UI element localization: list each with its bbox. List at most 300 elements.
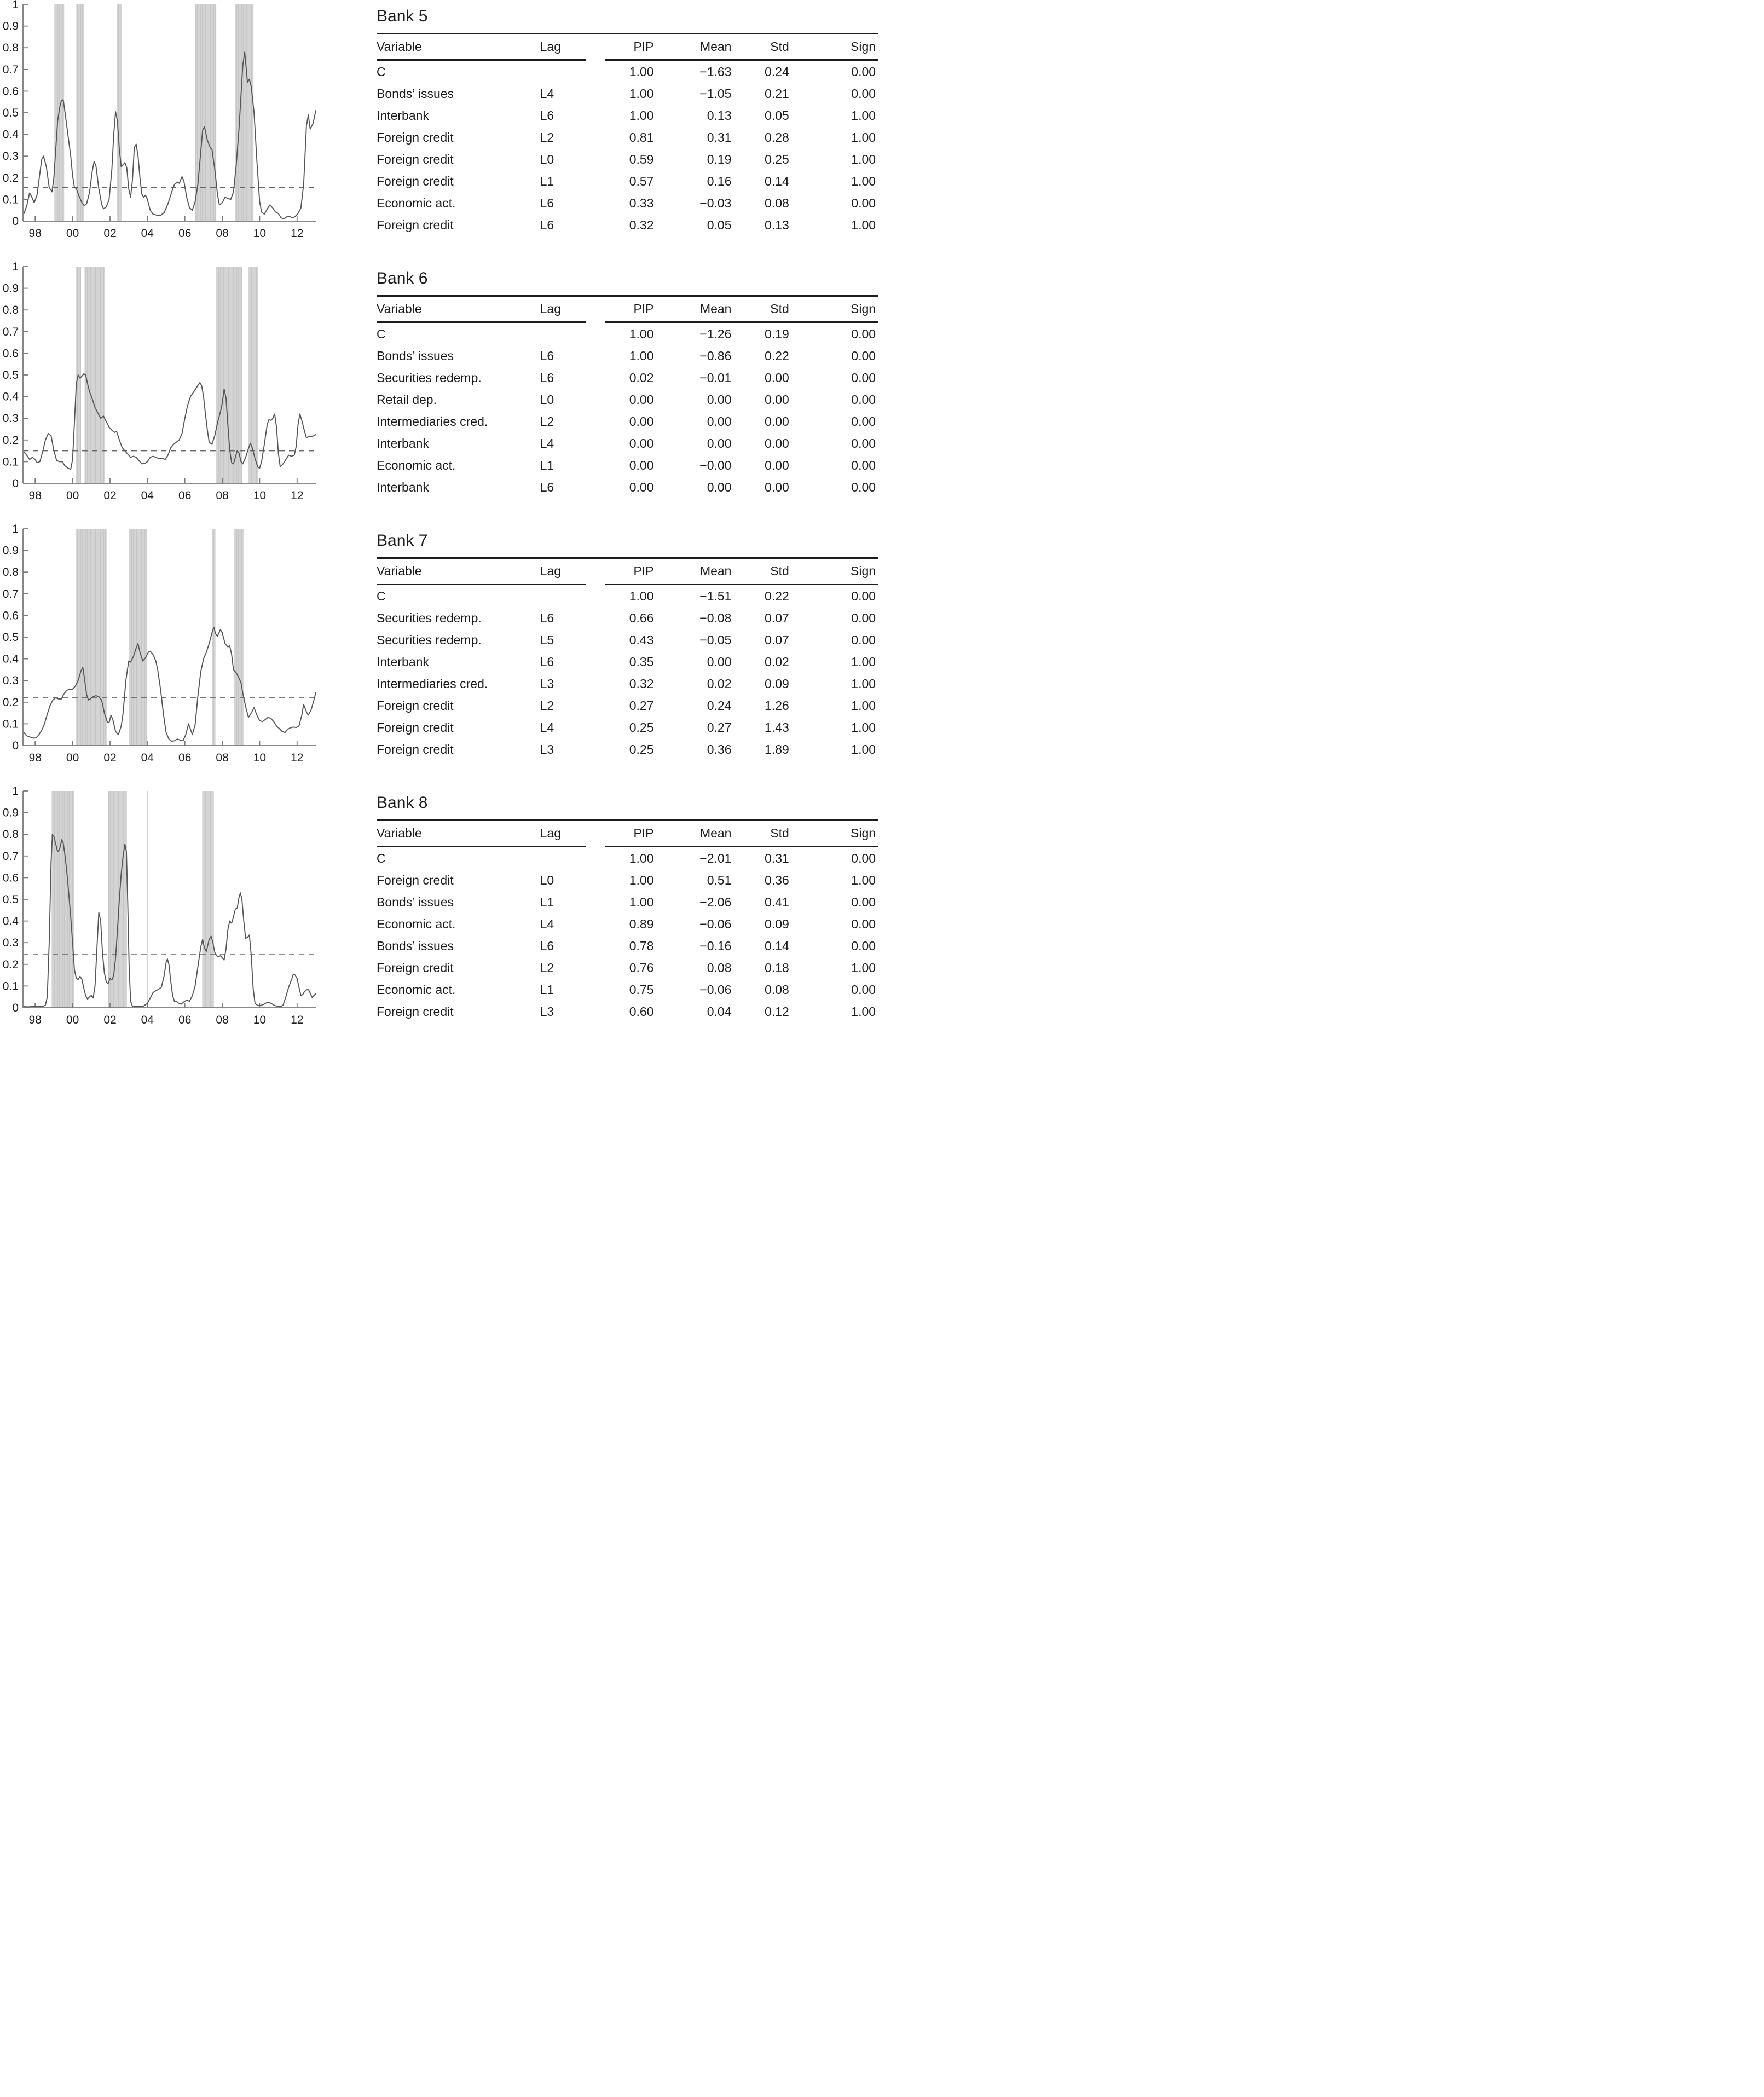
lag-cell: L1 (540, 458, 554, 472)
stats-table (377, 787, 878, 1022)
pip-cell: 0.78 (629, 939, 654, 953)
x-tick-label: 08 (216, 489, 229, 502)
table-header-row (377, 297, 878, 321)
chart-area (0, 787, 331, 1030)
column-gap (586, 476, 605, 498)
lag-cell: L1 (540, 983, 554, 997)
y-tick-label: 1 (12, 787, 19, 798)
pip-cell: 1.00 (629, 873, 654, 887)
column-gap (586, 323, 605, 345)
mean-cell: −2.01 (699, 851, 732, 865)
recession-band (212, 529, 216, 746)
pip-cell: 0.02 (629, 371, 654, 385)
lag-cell: L6 (540, 939, 554, 953)
mean-cell: −0.08 (699, 611, 732, 625)
col-header-lag: Lag (540, 564, 561, 578)
std-cell: 0.00 (765, 371, 789, 385)
col-header-mean: Mean (699, 302, 732, 316)
sign-cell: 1.00 (851, 130, 876, 145)
col-header-sign: Sign (851, 564, 876, 578)
variable-cell: Securities redemp. (377, 633, 482, 647)
bank-title: Bank 6 (377, 269, 428, 287)
table-row (377, 913, 878, 935)
col-header-pip: PIP (633, 302, 654, 316)
variable-cell: Bonds’ issues (377, 86, 454, 101)
std-cell: 0.24 (765, 65, 789, 79)
col-header-lag: Lag (540, 39, 561, 54)
mean-cell: 0.05 (707, 218, 732, 232)
recession-band (147, 791, 148, 1008)
variable-cell: Foreign credit (377, 174, 454, 188)
std-cell: 0.00 (765, 458, 789, 472)
column-gap (586, 297, 605, 321)
x-tick-label: 98 (28, 489, 42, 502)
std-cell: 1.89 (765, 742, 789, 756)
column-gap (586, 34, 605, 59)
lag-cell: L3 (540, 1004, 554, 1019)
column-gap (586, 367, 605, 389)
y-tick-label: 0.3 (2, 674, 19, 688)
std-cell: 0.05 (765, 108, 789, 123)
y-tick-label: 0.5 (2, 893, 19, 906)
std-cell: 0.14 (765, 174, 789, 188)
pip-cell: 0.59 (629, 152, 654, 166)
col-header-mean: Mean (699, 564, 732, 578)
variable-cell: Foreign credit (377, 742, 454, 756)
y-tick-label: 0.2 (2, 171, 19, 184)
variable-cell: Bonds’ issues (377, 939, 454, 953)
table-row (377, 607, 878, 629)
std-cell: 1.43 (765, 720, 789, 735)
table-row (377, 738, 878, 760)
lag-cell: L5 (540, 633, 554, 647)
pip-cell: 0.66 (629, 611, 654, 625)
std-cell: 0.07 (765, 611, 789, 625)
y-tick-label: 0.7 (2, 325, 19, 338)
y-tick-label: 0.8 (2, 304, 19, 317)
recession-band (76, 529, 107, 746)
variable-cell: Foreign credit (377, 218, 454, 232)
variable-cell: Interbank (377, 108, 429, 123)
pip-cell: 0.76 (629, 961, 654, 975)
y-tick-label: 0.2 (2, 696, 19, 709)
mean-cell: 0.08 (707, 961, 732, 975)
bank-panel (0, 787, 882, 1049)
y-tick-label: 0.4 (2, 652, 19, 666)
mean-cell: 0.16 (707, 174, 732, 188)
mean-cell: 0.00 (707, 480, 732, 494)
lag-cell: L6 (540, 108, 554, 123)
y-tick-label: 0.6 (2, 85, 19, 98)
column-gap (586, 957, 605, 979)
pip-cell: 0.75 (629, 983, 654, 997)
x-tick-label: 00 (66, 752, 79, 764)
table-body (377, 585, 878, 760)
col-header-variable: Variable (377, 39, 422, 54)
x-tick-label: 98 (28, 227, 42, 240)
x-tick-label: 02 (103, 227, 117, 240)
y-tick-label: 0.5 (2, 369, 19, 382)
y-tick-label: 0.1 (2, 193, 19, 206)
mean-cell: 0.00 (707, 414, 732, 429)
variable-cell: Retail dep. (377, 392, 437, 407)
mean-cell: 0.19 (707, 152, 732, 166)
pip-cell: 1.00 (629, 349, 654, 363)
col-header-pip: PIP (633, 564, 654, 578)
col-header-variable: Variable (377, 826, 422, 840)
x-tick-label: 10 (253, 227, 267, 240)
pip-cell: 1.00 (629, 86, 654, 101)
column-gap (586, 61, 605, 83)
column-gap (586, 673, 605, 695)
y-tick-label: 0.9 (2, 20, 19, 33)
column-gap (586, 432, 605, 454)
sign-cell: 0.00 (851, 327, 876, 341)
variable-cell: Economic act. (377, 458, 456, 472)
pip-cell: 0.43 (629, 633, 654, 647)
table-body (377, 61, 878, 236)
y-tick-label: 0 (12, 1002, 19, 1014)
table-row (377, 673, 878, 695)
col-header-mean: Mean (699, 39, 732, 54)
pip-cell: 0.35 (629, 655, 654, 669)
column-gap (586, 454, 605, 476)
lag-cell: L6 (540, 611, 554, 625)
pip-cell: 1.00 (629, 108, 654, 123)
table-row (377, 323, 878, 345)
lag-cell (540, 323, 586, 345)
column-gap (586, 717, 605, 738)
column-gap (586, 847, 605, 869)
col-header-sign: Sign (851, 39, 876, 54)
table-body (377, 847, 878, 1022)
table-row (377, 367, 878, 389)
x-tick-label: 00 (66, 489, 79, 502)
variable-cell: Foreign credit (377, 698, 454, 713)
table-row (377, 61, 878, 83)
x-tick-label: 08 (216, 752, 229, 764)
x-tick-label: 04 (141, 227, 154, 240)
table-row (377, 585, 878, 607)
mean-cell: −0.86 (699, 349, 732, 363)
pip-cell: 0.57 (629, 174, 654, 188)
std-cell: 0.25 (765, 152, 789, 166)
lag-cell: L3 (540, 742, 554, 756)
y-tick-label: 0 (12, 740, 19, 752)
table-row (377, 389, 878, 411)
variable-cell: Intermediaries cred. (377, 414, 488, 429)
mean-cell: −0.06 (699, 917, 732, 931)
variable-cell: C (377, 851, 386, 865)
col-header-pip: PIP (633, 826, 654, 840)
sign-cell: 0.00 (851, 983, 876, 997)
chart-area (0, 262, 331, 505)
pip-cell: 1.00 (629, 65, 654, 79)
lag-cell: L4 (540, 86, 554, 101)
crisis-probability-chart (0, 787, 331, 1030)
std-cell: 0.09 (765, 677, 789, 691)
std-cell: 0.22 (765, 589, 789, 603)
table-header-row (377, 559, 878, 584)
table-row (377, 148, 878, 170)
sign-cell: 1.00 (851, 698, 876, 713)
y-tick-label: 0.2 (2, 434, 19, 447)
bank-panel (0, 0, 882, 262)
std-cell: 0.13 (765, 218, 789, 232)
y-tick-label: 0.2 (2, 958, 19, 971)
lag-cell: L6 (540, 480, 554, 494)
y-tick-label: 0.6 (2, 609, 19, 622)
sign-cell: 1.00 (851, 961, 876, 975)
variable-cell: Securities redemp. (377, 371, 482, 385)
table-row (377, 411, 878, 432)
y-tick-label: 1 (12, 524, 19, 535)
x-tick-label: 06 (178, 227, 192, 240)
pip-cell: 0.60 (629, 1004, 654, 1019)
variable-cell: Foreign credit (377, 152, 454, 166)
table-row (377, 935, 878, 957)
x-tick-label: 10 (253, 752, 267, 764)
x-tick-label: 02 (103, 1014, 117, 1026)
std-cell: 0.08 (765, 196, 789, 210)
mean-cell: −0.06 (699, 983, 732, 997)
std-cell: 0.08 (765, 983, 789, 997)
column-gap (586, 1001, 605, 1022)
lag-cell: L0 (540, 392, 554, 407)
chart-area (0, 524, 331, 767)
y-tick-label: 0.7 (2, 63, 19, 76)
std-cell: 0.00 (765, 392, 789, 407)
sign-cell: 0.00 (851, 611, 876, 625)
col-header-variable: Variable (377, 564, 422, 578)
column-gap (586, 629, 605, 651)
recession-band (108, 791, 127, 1008)
table-row (377, 957, 878, 979)
mean-cell: 0.02 (707, 677, 732, 691)
column-gap (586, 821, 605, 846)
col-header-std: Std (770, 302, 789, 316)
table-row (377, 126, 878, 148)
variable-cell: Interbank (377, 655, 429, 669)
table-row (377, 454, 878, 476)
sign-cell: 0.00 (851, 349, 876, 363)
column-gap (586, 935, 605, 957)
sign-cell: 1.00 (851, 108, 876, 123)
table-row (377, 979, 878, 1001)
table-row (377, 717, 878, 738)
mean-cell: −0.03 (699, 196, 732, 210)
bank-crisis-probability-figure (0, 0, 882, 1049)
std-cell: 0.28 (765, 130, 789, 145)
probability-line (24, 374, 316, 469)
lag-cell: L4 (540, 436, 554, 450)
bank-panel (0, 262, 882, 524)
column-gap (586, 411, 605, 432)
sign-cell: 0.00 (851, 196, 876, 210)
column-gap (586, 559, 605, 584)
probability-line (24, 52, 316, 219)
lag-cell: L2 (540, 698, 554, 713)
sign-cell: 0.00 (851, 392, 876, 407)
table-row (377, 432, 878, 454)
sign-cell: 0.00 (851, 65, 876, 79)
column-gap (586, 738, 605, 760)
x-tick-label: 06 (178, 489, 192, 502)
std-cell: 0.00 (765, 414, 789, 429)
y-tick-label: 0.8 (2, 42, 19, 55)
mean-cell: 0.04 (707, 1004, 732, 1019)
col-header-std: Std (770, 826, 789, 840)
crisis-probability-chart (0, 524, 331, 767)
stats-table (377, 262, 878, 498)
std-cell: 0.19 (765, 327, 789, 341)
table-row (377, 170, 878, 192)
column-gap (586, 148, 605, 170)
variable-cell: Foreign credit (377, 961, 454, 975)
recession-band (234, 529, 244, 746)
bank-panel (0, 524, 882, 787)
column-gap (586, 585, 605, 607)
mean-cell: −0.05 (699, 633, 732, 647)
y-tick-label: 0.1 (2, 980, 19, 993)
recession-band (51, 791, 74, 1008)
table-row (377, 214, 878, 236)
lag-cell: L6 (540, 655, 554, 669)
table-row (377, 847, 878, 869)
lag-cell: L2 (540, 414, 554, 429)
sign-cell: 1.00 (851, 677, 876, 691)
sign-cell: 1.00 (851, 742, 876, 756)
pip-cell: 0.32 (629, 218, 654, 232)
sign-cell: 0.00 (851, 86, 876, 101)
variable-cell: Securities redemp. (377, 611, 482, 625)
x-tick-label: 98 (28, 1014, 42, 1026)
column-gap (586, 607, 605, 629)
pip-cell: 1.00 (629, 327, 654, 341)
pip-cell: 0.27 (629, 698, 654, 713)
col-header-std: Std (770, 564, 789, 578)
x-tick-label: 10 (253, 1014, 267, 1026)
y-tick-label: 0.4 (2, 128, 19, 141)
std-cell: 0.22 (765, 349, 789, 363)
mean-cell: 0.36 (707, 742, 732, 756)
lag-cell: L6 (540, 196, 554, 210)
y-tick-label: 0.3 (2, 412, 19, 425)
lag-cell (540, 585, 586, 607)
std-cell: 0.09 (765, 917, 789, 931)
std-cell: 0.00 (765, 480, 789, 494)
col-header-mean: Mean (699, 826, 732, 840)
recession-band (203, 791, 214, 1008)
y-tick-label: 0.5 (2, 107, 19, 119)
pip-cell: 1.00 (629, 851, 654, 865)
recession-band (216, 267, 242, 483)
y-tick-label: 0.7 (2, 850, 19, 863)
mean-cell: 0.51 (707, 873, 732, 887)
x-tick-label: 02 (103, 489, 117, 502)
variable-cell: Foreign credit (377, 720, 454, 735)
pip-cell: 0.25 (629, 742, 654, 756)
variable-cell: C (377, 327, 386, 341)
sign-cell: 0.00 (851, 633, 876, 647)
sign-cell: 0.00 (851, 436, 876, 450)
col-header-std: Std (770, 39, 789, 54)
variable-cell: C (377, 65, 386, 79)
y-tick-label: 1 (12, 262, 19, 273)
column-gap (586, 105, 605, 126)
y-tick-label: 0.4 (2, 390, 19, 403)
sign-cell: 0.00 (851, 480, 876, 494)
column-gap (586, 651, 605, 673)
sign-cell: 0.00 (851, 371, 876, 385)
table-row (377, 476, 878, 498)
table-row (377, 891, 878, 913)
pip-cell: 0.32 (629, 677, 654, 691)
lag-cell: L0 (540, 873, 554, 887)
x-tick-label: 08 (216, 227, 229, 240)
table-row (377, 105, 878, 126)
crisis-probability-chart (0, 0, 331, 243)
table-header-row (377, 34, 878, 59)
std-cell: 0.41 (765, 895, 789, 909)
pip-cell: 1.00 (629, 895, 654, 909)
table-body (377, 323, 878, 498)
col-header-variable: Variable (377, 302, 422, 316)
mean-cell: −1.26 (699, 327, 732, 341)
sign-cell: 0.00 (851, 589, 876, 603)
col-header-pip: PIP (633, 39, 654, 54)
lag-cell: L3 (540, 677, 554, 691)
variable-cell: Foreign credit (377, 1004, 454, 1019)
lag-cell: L6 (540, 371, 554, 385)
variable-cell: Economic act. (377, 983, 456, 997)
mean-cell: −1.51 (699, 589, 732, 603)
sign-cell: 1.00 (851, 1004, 876, 1019)
table-header-row (377, 821, 878, 846)
mean-cell: 0.00 (707, 392, 732, 407)
mean-cell: −1.63 (699, 65, 732, 79)
mean-cell: 0.31 (707, 130, 732, 145)
y-tick-label: 0.7 (2, 587, 19, 600)
pip-cell: 0.00 (629, 392, 654, 407)
x-tick-label: 00 (66, 227, 79, 240)
std-cell: 0.21 (765, 86, 789, 101)
col-header-sign: Sign (851, 826, 876, 840)
table-row (377, 345, 878, 367)
recession-band (76, 4, 84, 221)
x-tick-label: 02 (103, 752, 117, 764)
mean-cell: −1.05 (699, 86, 732, 101)
sign-cell: 1.00 (851, 655, 876, 669)
lag-cell: L1 (540, 174, 554, 188)
mean-cell: 0.00 (707, 655, 732, 669)
recession-band (195, 4, 217, 221)
column-gap (586, 192, 605, 214)
recession-band (235, 4, 253, 221)
sign-cell: 1.00 (851, 873, 876, 887)
bank-title: Bank 5 (377, 7, 428, 25)
bank-title: Bank 7 (377, 532, 428, 550)
mean-cell: 0.00 (707, 436, 732, 450)
y-tick-label: 0.9 (2, 544, 19, 557)
std-cell: 0.14 (765, 939, 789, 953)
x-tick-label: 12 (291, 752, 304, 764)
y-tick-label: 0.5 (2, 631, 19, 644)
variable-cell: Interbank (377, 480, 429, 494)
variable-cell: Intermediaries cred. (377, 677, 488, 691)
column-gap (586, 345, 605, 367)
column-gap (586, 979, 605, 1001)
